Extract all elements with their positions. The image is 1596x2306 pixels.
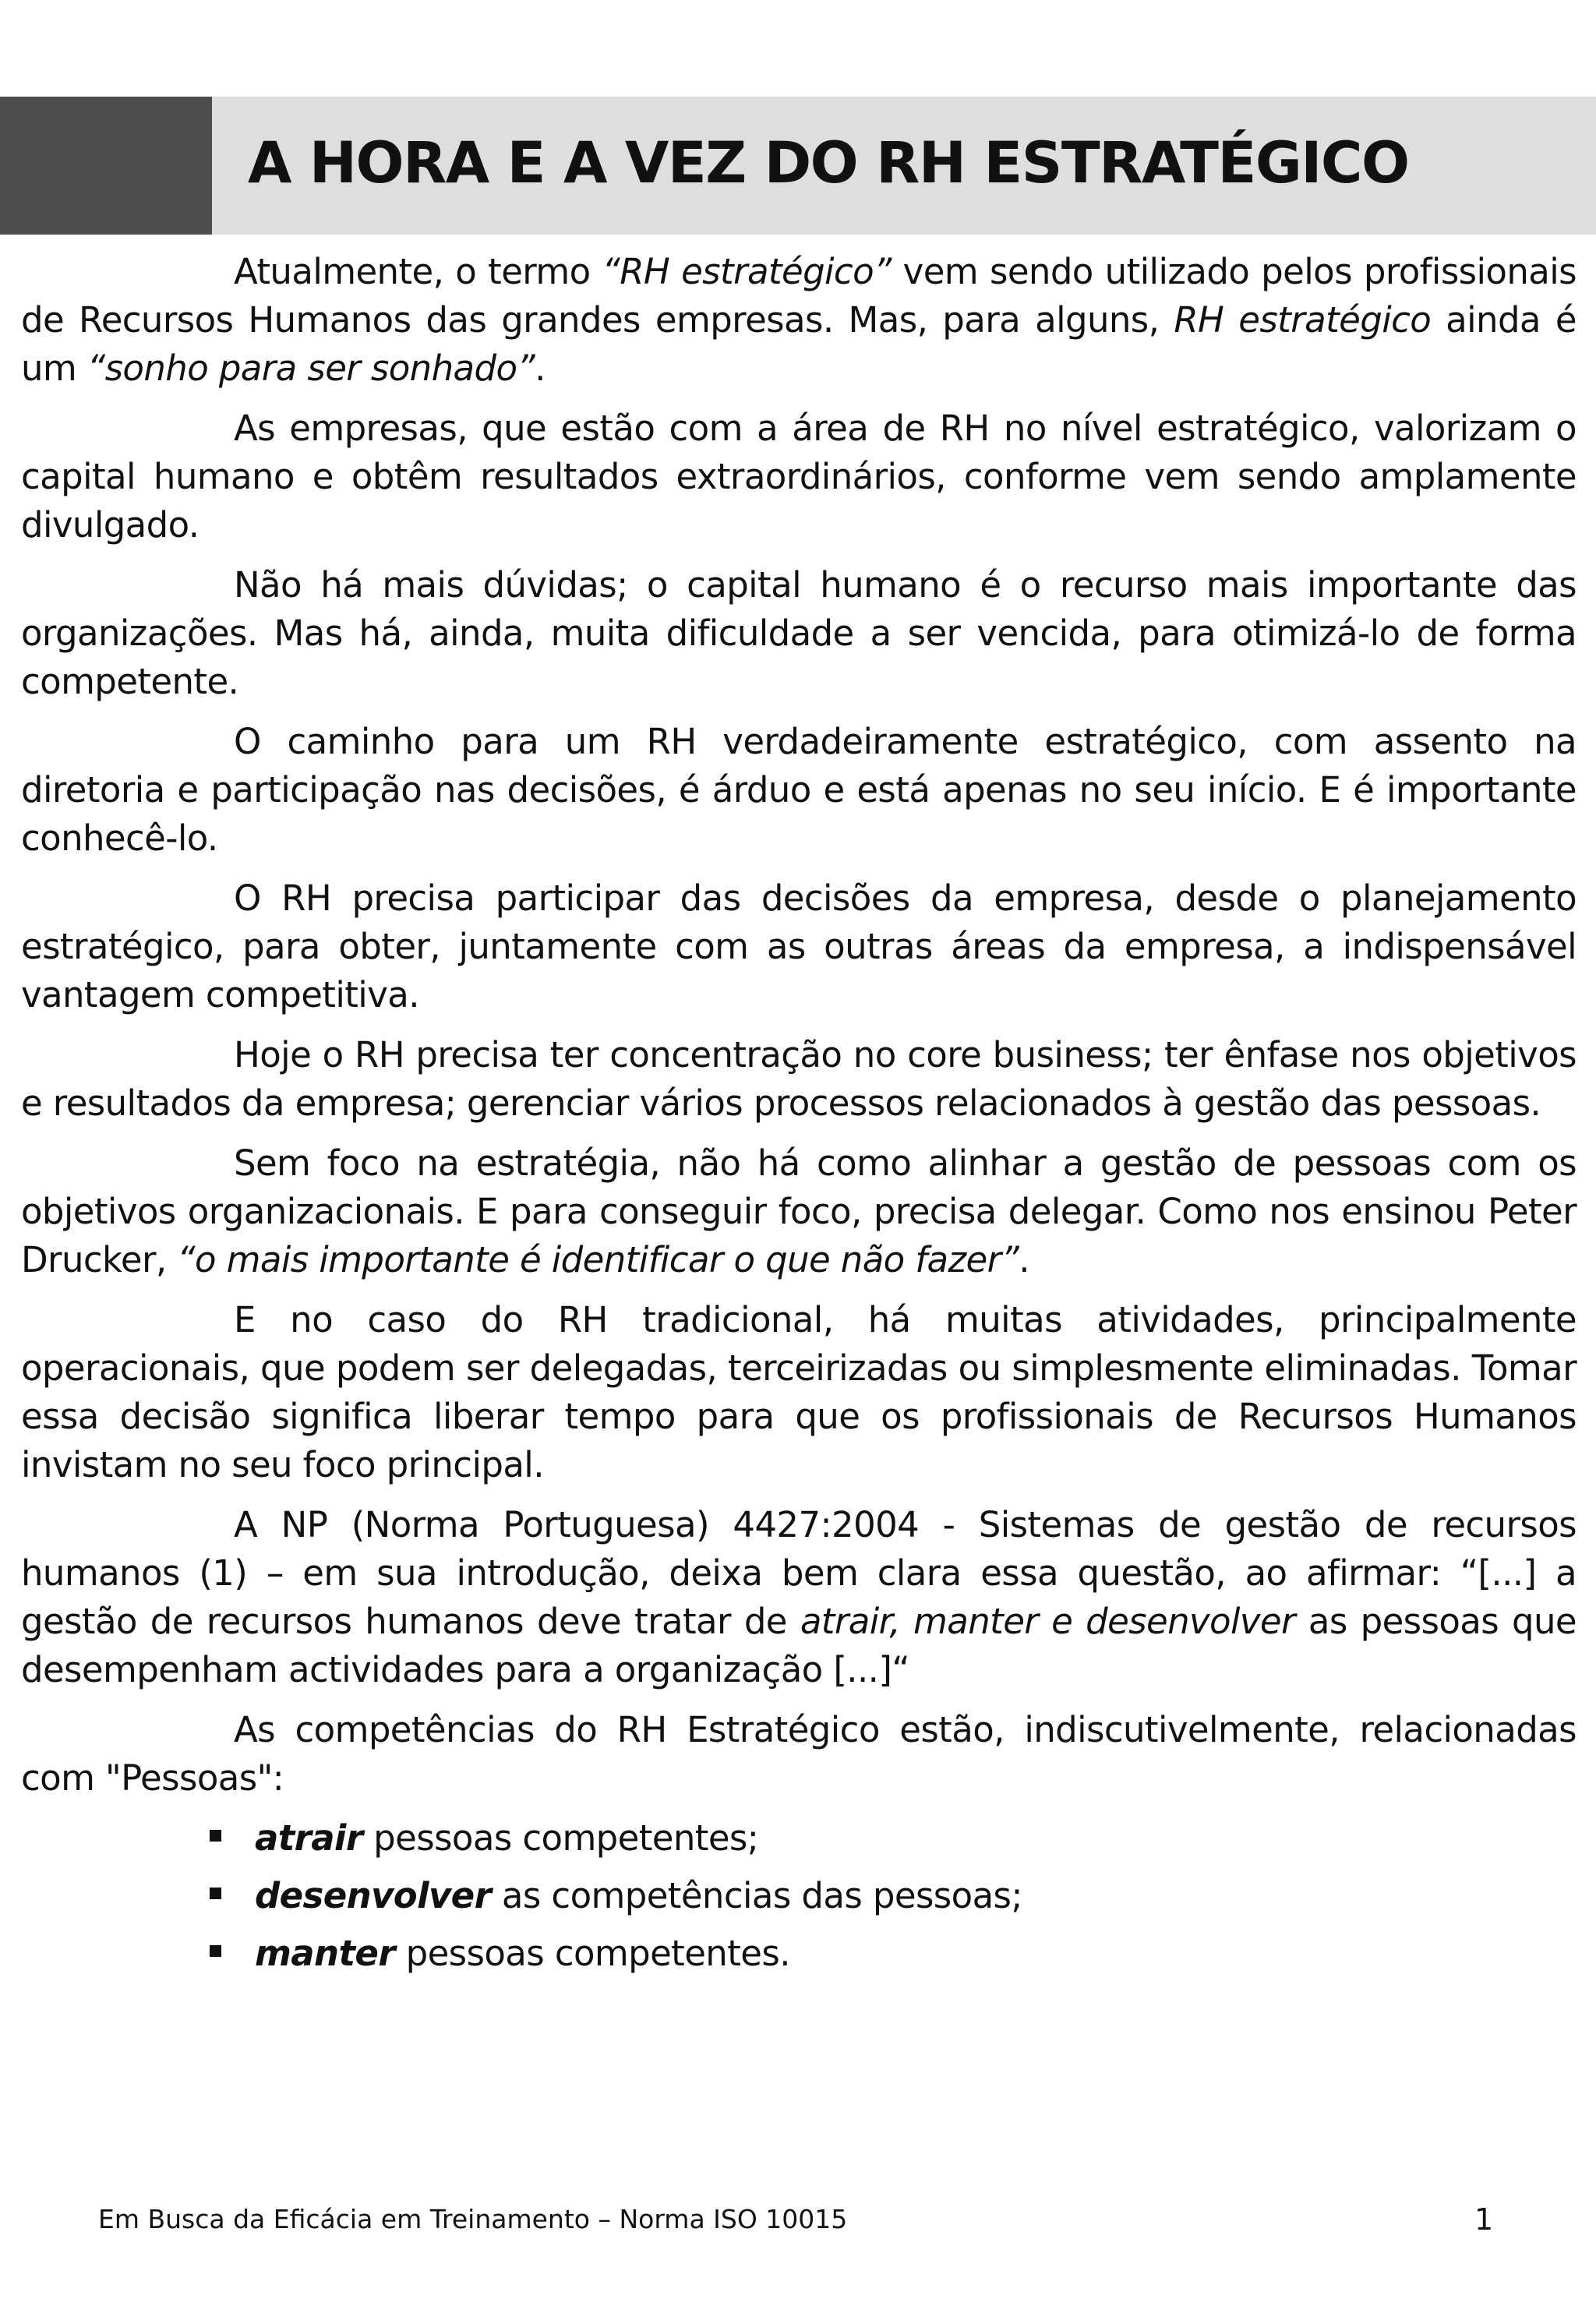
paragraph-3: Não há mais dúvidas; o capital humano é o recurso mais importante das organizações. Mas há, ainda, muita dificuldade a ser vencida, para otimizá-lo de forma competente. (21, 564, 1577, 702)
competencies-list (21, 1814, 1577, 1978)
paragraph-1-text-g: . (535, 348, 546, 389)
paragraph-1-quote-sonho: “sonho para ser sonhado” (87, 348, 535, 389)
paragraph-8: E no caso do RH tradicional, há muitas atividades, principalmente operacionais, que podem ser delegadas, terceirizadas ou simplesmente eliminadas. Tomar essa decisão significa liberar tempo para que os profissionais de Recursos Humanos invistam no seu foco principal. (21, 1299, 1577, 1485)
square-bullet-icon (210, 1888, 221, 1899)
paragraph-1-quote-rh-estrategico: “RH estratégico” (602, 251, 892, 292)
paragraph-7-text-c: . (1019, 1239, 1029, 1280)
paragraph-9-emphasis-verbs: atrair, manter e desenvolver (800, 1601, 1295, 1642)
list-item-text: as competências das pessoas; (491, 1875, 1022, 1916)
paragraph-9-text-a: A NP (Norma Portuguesa) 4427:2004 - Sistemas de gestão de recursos humanos (1) – em sua introdução, deixa bem clara essa questão, ao afirmar: “[...] a gestão de recursos humanos deve tratar de (21, 1504, 1577, 1642)
page-title: A HORA E A VEZ DO RH ESTRATÉGICO (248, 130, 1409, 196)
paragraph-9 (21, 1501, 1577, 1694)
paragraph-1 (21, 248, 1577, 393)
paragraph-7-quote-drucker: “o mais importante é identificar o que não fazer” (177, 1239, 1019, 1280)
list-item-text: pessoas competentes; (362, 1817, 759, 1859)
paragraph-9-text-c: as pessoas que desempenham actividades para a organização [...]“ (21, 1601, 1577, 1690)
paragraph-5: O RH precisa participar das decisões da empresa, desde o planejamento estratégico, para obter, juntamente com as outras áreas da empresa, a indispensável vantagem competitiva. (21, 878, 1577, 1015)
list-item (255, 1930, 1577, 1978)
footer-text: Em Busca da Eficácia em Treinamento – Norma ISO 10015 (98, 2204, 848, 2234)
header-accent-block (0, 97, 212, 235)
paragraph-7 (21, 1139, 1577, 1284)
paragraph-1-emphasis-rh-estrategico: RH estratégico (1174, 299, 1432, 341)
square-bullet-icon (210, 1945, 221, 1957)
list-item-text: pessoas competentes. (394, 1933, 790, 1974)
list-item (255, 1872, 1577, 1920)
paragraph-1-text-e: ainda é um (21, 299, 1577, 389)
list-item-keyword: desenvolver (255, 1875, 492, 1916)
paragraph-2: As empresas, que estão com a área de RH no nível estratégico, valorizam o capital humano e obtêm resultados extraordinários, conforme vem sendo amplamente divulgado. (21, 408, 1577, 546)
paragraph-1-text-a: Atualmente, o termo (234, 251, 602, 292)
paragraph-7-text-a: Sem foco na estratégia, não há como alinhar a gestão de pessoas com os objetivos organizacionais. E para conseguir foco, precisa delegar. Como nos ensinou Peter Drucker, (21, 1142, 1577, 1280)
list-item-keyword: atrair (255, 1817, 363, 1859)
document-body (21, 248, 1577, 1987)
square-bullet-icon (210, 1830, 221, 1842)
paragraph-1-text-c: vem sendo utilizado pelos profissionais de Recursos Humanos das grandes empresas. Mas, para alguns, (21, 251, 1577, 341)
list-item (255, 1814, 1577, 1863)
list-item-keyword: manter (255, 1933, 395, 1974)
paragraph-4: O caminho para um RH verdadeiramente estratégico, com assento na diretoria e participação nas decisões, é árduo e está apenas no seu início. E é importante conhecê-lo. (21, 721, 1577, 859)
page-number: 1 (1474, 2202, 1494, 2237)
paragraph-10: As competências do RH Estratégico estão, indiscutivelmente, relacionadas com "Pessoas": (21, 1709, 1577, 1799)
paragraph-6: Hoje o RH precisa ter concentração no core business; ter ênfase nos objetivos e resultados da empresa; gerenciar vários processos relacionados à gestão das pessoas. (21, 1034, 1577, 1124)
